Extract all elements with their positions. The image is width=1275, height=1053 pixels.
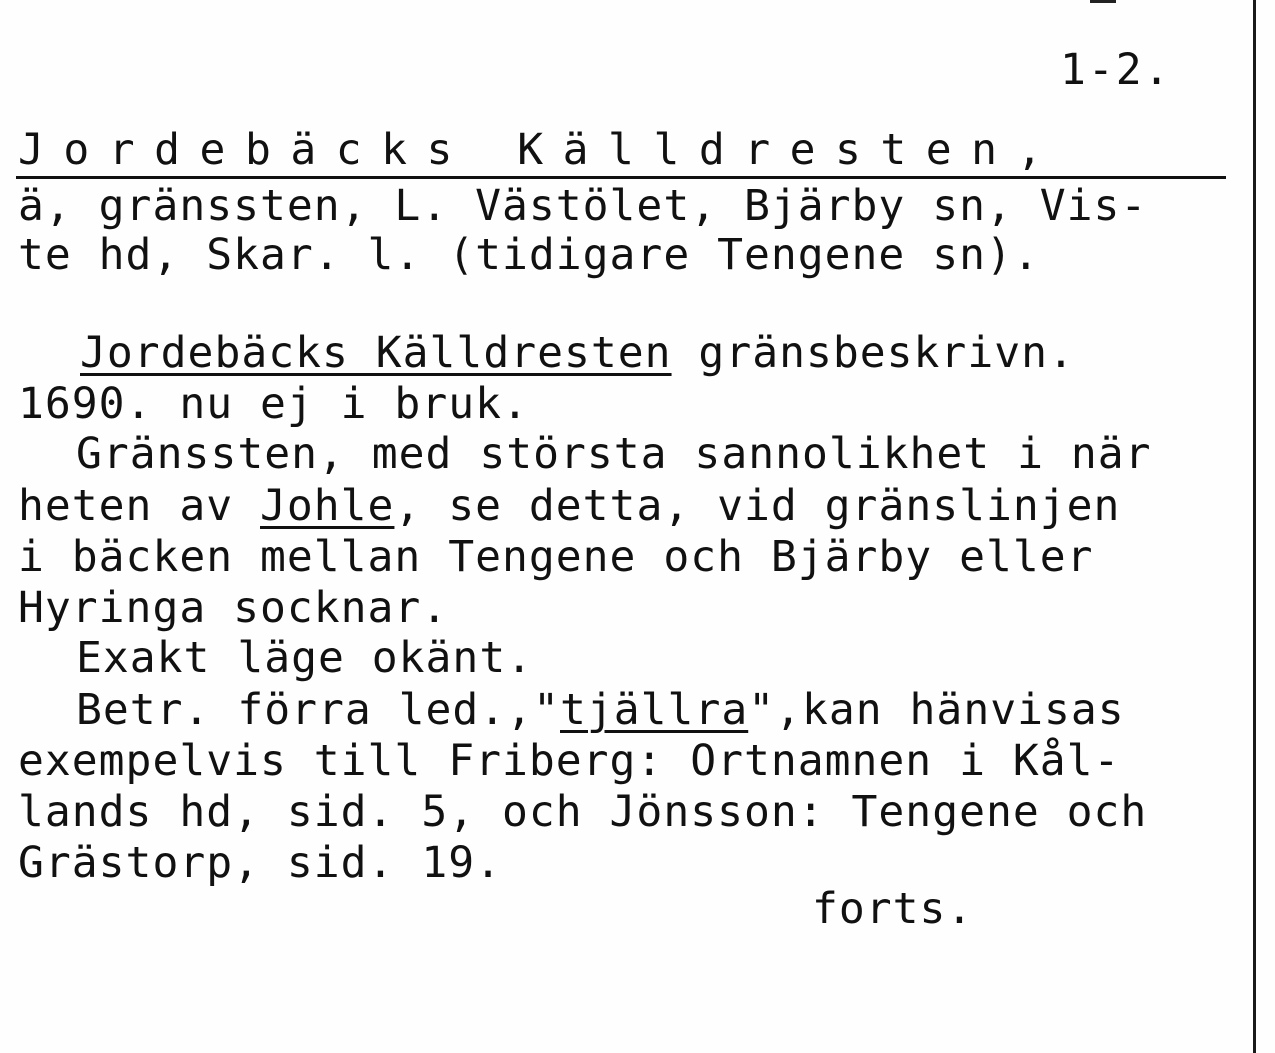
underlined-name: Johle [260, 481, 395, 531]
text-line [76, 684, 1125, 737]
entry-heading [18, 124, 1062, 177]
heading-word-1: Jordebäcks [18, 125, 472, 175]
text-line: 1690. nu ej i bruk. [18, 379, 529, 429]
text-segment: gränsbeskrivn. [671, 328, 1075, 378]
text-line [80, 327, 1075, 380]
text-line: ä, gränssten, L. Västölet, Bjärby sn, Vis- [18, 181, 1148, 231]
text-line: Hyringa socknar. [18, 583, 449, 633]
continued-note: forts. [812, 884, 974, 934]
text-line: Gränssten, med största sannolikhet i när [76, 429, 1152, 479]
heading-word-2: Källdresten, [517, 125, 1062, 175]
underlined-word: tjällra [560, 685, 749, 735]
text-line [18, 480, 1120, 533]
text-segment: ",kan hänvisas [748, 685, 1125, 735]
heading-underline [16, 176, 1226, 179]
text-line: Exakt läge okänt. [76, 633, 534, 683]
page-number: 1-2. [1060, 45, 1172, 95]
text-line: Grästorp, sid. 19. [18, 838, 502, 888]
text-line: te hd, Skar. l. (tidigare Tengene sn). [18, 230, 1040, 280]
underlined-name: Jordebäcks Källdresten [80, 328, 672, 378]
text-line: i bäcken mellan Tengene och Bjärby eller [18, 532, 1094, 582]
card-edge-line [1253, 0, 1256, 1053]
text-line: exempelvis till Friberg: Ortnamnen i Kål- [18, 736, 1121, 786]
text-line: lands hd, sid. 5, och Jönsson: Tengene och [18, 787, 1148, 837]
text-segment: , se detta, vid gränslinjen [394, 481, 1121, 531]
text-segment: Betr. förra led.," [76, 685, 560, 735]
text-segment: heten av [18, 481, 260, 531]
top-edge-mark [1090, 0, 1116, 3]
